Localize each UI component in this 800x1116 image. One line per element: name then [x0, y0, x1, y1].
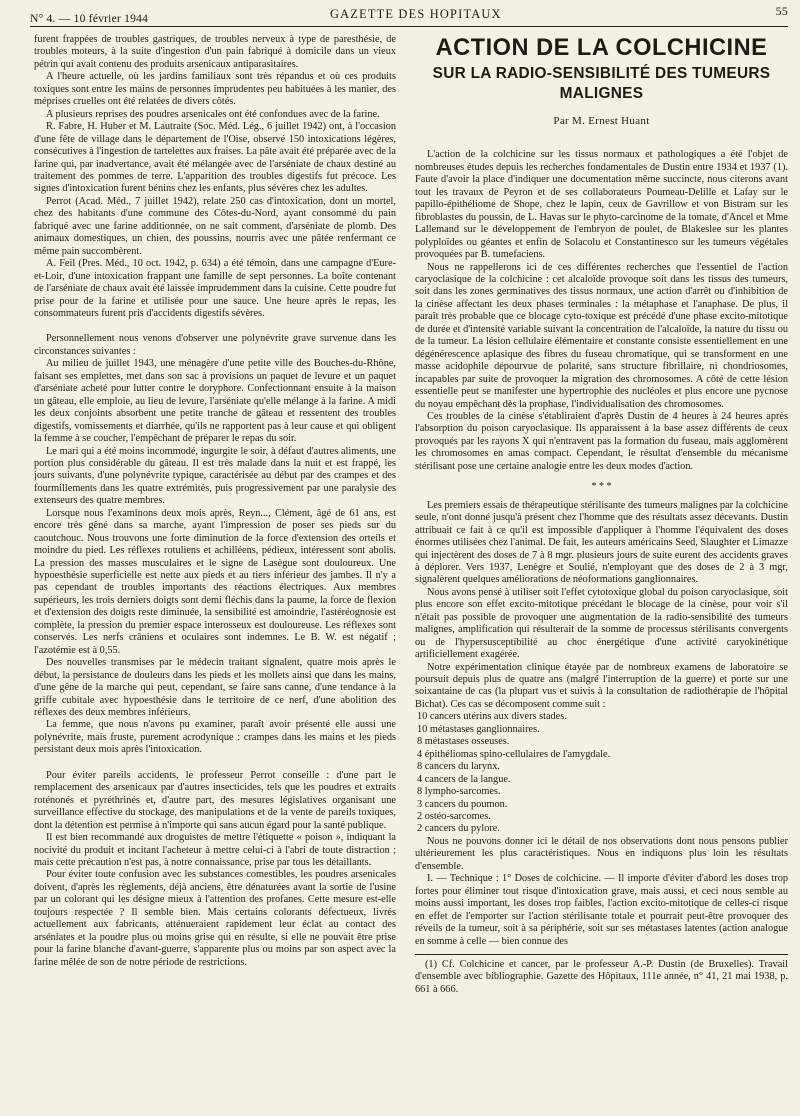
- list-item: 4 cancers de la langue.: [417, 773, 511, 785]
- list-item: 2 ostéo-sarcomes.: [417, 811, 491, 823]
- paragraph: Perrot (Acad. Méd., 7 juillet 1942), relate 250 cas d'intoxication, dont un mortel, chez des habitants d'une commune des Côtes-du-Nord, ayant consommé du pain fabriqué avec une farine additionnée, on ne sait comment, d'arséniate de plomb. Des animaux domestiques, un chien, des poussins, nourris avec une pâtée renfermant ce même pain succombèrent.: [34, 195, 396, 257]
- list-item: 8 lympho-sarcomes.: [417, 786, 501, 798]
- asterism-separator: * * *: [591, 481, 612, 493]
- paragraph: Les premiers essais de thérapeutique stérilisante des tumeurs malignes par la colchicine seule, n'ont donné jusqu'à présent chez l'homme que des résultats assez décevants. Dustin attribuait ce fait à ce qu'il est impossible d'appliquer à l'homme l'équivalent des doses énormes utilisées chez l'animal. De fait, les auteurs américains Seed, Slaughter et Limazze qui injectèrent des doses de 7 à 8 mgr. plusieurs jours de suite eurent des accidents graves à déplorer. Vers 1937, Lenègre et Soulié, n'employant que des doses de 2 à 3 mgr, signalèrent quelques améliorations de néoformations ganglionnaires.: [415, 499, 788, 586]
- list-item: 8 métastases osseuses.: [417, 736, 510, 748]
- paragraph: Nous ne pouvons donner ici le détail de nos observations dont nous pensons publier ultérieurement les plus caractéristiques. Nous en indiquons plus loin les résultats d'ensemble.: [415, 835, 788, 872]
- right-column: [415, 34, 788, 1108]
- paragraph: Ces troubles de la cinèse s'établiraient d'après Dustin de 4 heures à 24 heures après l'absorption du poison caryoclasique. Ils apparaissent à la base assez différents de ceux provoqués par les rayons X qui n'entravent pas la formation du fuseau, mais agglomèrent les chromosomes en amas compact. Cependant, le résultat d'ensemble du mécanisme stérilisant pose une certaine analogie entre les deux modes d'action.: [415, 410, 788, 472]
- paragraph: Au milieu de juillet 1943, une ménagère d'une petite ville des Bouches-du-Rhône, faisant ses emplettes, met dans son sac à provisions un paquet de levure et un paquet d'arséniate acheté pour lutter contre le doryphore. Confectionnant ensuite à la maison un gâteau, elle emploie, au lieu de levure, l'arséniate qu'elle mélange à la farine. A midi les deux conjoints absorbent une petite tranche de gâteau et ressentent des troubles digestifs, vomissements et diarrhée, qu'ils ne rapportent pas à leur cause et qui obligent la femme à se coucher, l'empêchant de préparer le repas du soir.: [34, 358, 396, 445]
- paragraph: Pour éviter pareils accidents, le professeur Perrot conseille : d'une part le remplacement des arsenicaux par d'autres insecticides, tels que les poudres et extraits roténonés et pyréthrinés et, d'autre part, des mesures législatives organisant une surveillance effective du stockage, des manipulations et de la vente de pareils toxiques, dont la détention est permise à n'importe qui sans aucun égard pour la santé publique.: [34, 769, 396, 831]
- paragraph: Lorsque nous l'examinons deux mois après, Reyn..., Clément, âgé de 61 ans, est encore très gêné dans sa marche, ayant l'impression de poser ses pieds sur du caoutchouc. Nous trouvons une forte diminution de la force d'extension des orteils et moindre du pied. Les réflexes rotuliens et achilléens, pédieux, intéressent sont abolis. La pression des masses musculaires et le signe de Lasègue sont douloureux. Une hypoesthésie superficielle est nette aux pieds et au tiers inférieur des jambes. Il n'y a pas cependant de troubles importants des réactions électriques. Aux membres supérieurs, les trois derniers doigts sont demi fléchis dans la paume, la force de flexion et d'extension des doigts reste diminuée, la sensibilité est amoindrie, l'astéréognosie est complète, la pression du premier espace interosseux est douloureuse. Les réflexes sont conservés. Les nerfs crâniens et oculaires sont indemnes. Le B. W. est négatif ; l'azotémie est à 0,55.: [34, 507, 396, 656]
- issue-date: N° 4. — 10 février 1944: [30, 12, 149, 25]
- paragraph: L'action de la colchicine sur les tissus normaux et pathologiques a été l'objet de nombreuses études depuis les recherches fondamentales de Dustin entre 1934 et 1937 (1). Faute d'avoir la place d'indiquer une documentation même succincte, nous citerons avant tout les travaux de Peyron et de ses collaborateurs Poumeau-Delille et Lafay sur le papillo-épithéliome de Shope, chez le lapin, ceux de Gavrillow et von Bistram sur les fibroblastes du poussin, de L. Havas sur le phyto-carcinome de la tomate, d'Ancel et Mme Lallemand sur le développement de l'embryon de poulet, de Blakeslee sur les plantes polyploïdes ou géantes et enfin de Solacolu et Constantinesco sur les tumeurs végétales provoquées par B. tumefaciens.: [415, 149, 788, 261]
- paragraph: Nous ne rappellerons ici de ces différentes recherches que l'essentiel de l'action caryoclasique de la colchicine : cet alcaloïde provoque soit dans les tissus des tumeurs, soit dans les zones germinatives des tissus normaux, une action d'arrêt ou d'inhibition de la cinèse affectant les deux phases terminales : la métaphase et l'anaphase. De plus, il paraît très probable que ce blocage cyto-toxique est précédé d'une phase excito-mitotique de durée et d'intensité variable suivant la concentration de l'alcaloïde, la nature du tissu ou de la tumeur. La lésion cellulaire élémentaire et constante consiste essentiellement en une dégénérescence aplasique des fibres du fuseau chromatique, qui se transforment en une masse acidophile dépourvue de polarité, sans structure fibrillaire, ni chondriosomes, incapables par suite de provoquer la migration des chromosomes. A côté de cette lésion essentielle peut se manifester une hypertrophie des nucléoles et plus encore une pycnose du noyau empêchant dès la prophase, l'individualisation des chromosomes.: [415, 261, 788, 410]
- paragraph: Personnellement nous venons d'observer une polynévrite grave survenue dans les circonstances suivantes :: [34, 333, 396, 357]
- paragraph: Le mari qui a été moins incommodé, ingurgite le soir, à défaut d'autres aliments, une portion plus considérable du gâteau. Il est très malade dans la nuit et est frappé, les jours suivants, d'une polynévrite typique, caractérisée au début par des crampes et des fourmillements dans les quatre extrémités, puis progressivement par une paralysie des extenseurs des quatre membres.: [34, 445, 396, 507]
- footnote: [415, 954, 788, 996]
- paragraph: A l'heure actuelle, où les jardins familiaux sont très répandus et où ces produits toxiques sont entre les mains de personnes imprudentes peu habituées à les manier, des méprises cruelles ont été relatées de divers côtés.: [34, 71, 396, 108]
- paragraph: Il est bien recommandé aux droguistes de mettre l'étiquette « poison », indiquant la nocivité du produit et incitant l'acheteur à mettre celui-ci à l'abri de toute distraction ; mais cette précaution n'est pas, à notre connaissance, prise par tous les détaillants.: [34, 832, 396, 868]
- paragraph: Pour éviter toute confusion avec les substances comestibles, les poudres arsenicales doivent, d'après les règlements, déjà anciens, être dénaturées avant la sortie de l'usine par un colorant qui les désigne mieux à l'attention des profanes. Cette mesure est-elle toujours respectée ? Il semble bien. Mais certains colorants défectueux, livrés actuellement aux fabricants, atténueraient rapidement leur éclat au contact des arséniates et la poudre plus ou moins grise qui en résulte, si elle ne pouvait être prise pour la farine blanche d'avant-guerre, s'apparente plus ou moins par son aspect avec la farine mêlée de son de notre période de restrictions.: [34, 869, 396, 968]
- paragraph: Des nouvelles transmises par le médecin traitant signalent, quatre mois après le début, la persistance de douleurs dans les pieds et les mollets ainsi que dans les mains, d'une gêne de la marche qui peut, cependant, se faire sans canne, d'une tendance à la griffe cubitale avec hypoesthésie dans le territoire de ce nerf, d'une abolition des réflexes des deux membres inférieurs.: [34, 657, 396, 719]
- running-head: [30, 4, 788, 28]
- list-item: 3 cancers du poumon.: [417, 798, 508, 810]
- paragraph: I. — Technique : 1° Doses de colchicine. — Il importe d'éviter d'abord les doses trop fortes pour éliminer tout risque d'intoxication grave, mais aussi, et ceci nous semble au moins aussi important, les doses trop faibles, l'action excito-mitotique de celles-ci risque en effet de l'emporter sur l'action stérilisante totale et pourrait peut-être provoquer des réveils de la tumeur, soit à sa périphérie, soit sur ses métastases latentes (action analogue en somme à celle — bien connue des: [415, 873, 788, 947]
- left-column: [34, 34, 396, 1108]
- article-subtitle: SUR LA RADIO-SENSIBILITÉ DES TUMEURS MALIGNES: [432, 65, 771, 102]
- list-item: 4 épithéliomas spino-cellulaires de l'amygdale.: [417, 748, 611, 760]
- paragraph: A. Feil (Pres. Méd., 10 oct. 1942, p. 634) a été témoin, dans une campagne d'Eure-et-Loir, d'une intoxication frappant une famille de sept personnes. La boîte contenant de l'arséniate de chaux avait été laissée imprudemment dans la cuisine. Cette poudre fut prise pour de la farine et utilisée pour une sauce. Une heure après le repas, les consommateurs furent pris d'accidents digestifs sévères.: [34, 258, 396, 319]
- list-item: 8 cancers du larynx.: [417, 761, 500, 773]
- paragraph: Notre expérimentation clinique étayée par de nombreux examens de laboratoire se poursuit depuis plus de quatre ans (malgré l'interruption de la guerre) et porte sur une soixantaine de cas (la plupart vus et suivis à la consultation de radiothérapie de l'hôpital Bichat). Ces cas se décomposent comme suit :: [415, 661, 788, 710]
- paragraph: A plusieurs reprises des poudres arsenicales ont été confondues avec de la farine.: [46, 108, 380, 120]
- paragraph: R. Fabre, H. Huber et M. Lautraite (Soc. Méd. Lég., 6 juillet 1942) ont, à l'occasion d'une fête de village dans le département de l'Oise, observé 150 intoxications légères, consécutives à l'ingestion de tartelettes aux fraises. La pâte avait été préparée avec de la farine qui, par inadvertance, avait été mélangée avec de l'arséniate de chaux destiné au traitement des pommes de terre. L'apparition des troubles digestifs fut précoce. Les signes d'intoxication furent bénins chez les enfants, plus sévères chez les adultes.: [34, 121, 396, 195]
- paragraph: La femme, que nous n'avons pu examiner, paraît avoir présenté elle aussi une polynévrite, mais fruste, purement acrodynique : crampes dans les mains et les pieds persistant deux mois après l'intoxication.: [34, 719, 396, 756]
- journal-title: GAZETTE DES HOPITAUX: [330, 7, 502, 21]
- page-number: 55: [775, 4, 788, 18]
- paragraph: furent frappées de troubles gastriques, de troubles nerveux à type de paresthésie, de troubles moteurs, à la suite d'ingestion d'un pain fabriqué à domicile dans un vieux pétrin qui avait contenu des produits arsenicaux antiparasitaires.: [34, 34, 396, 70]
- case-list: [417, 711, 788, 836]
- article-author: Par M. Ernest Huant: [553, 115, 650, 127]
- list-item: 2 cancers du pylore.: [417, 823, 500, 835]
- list-item: 10 métastases ganglionnaires.: [417, 723, 540, 735]
- header-rule: [30, 26, 788, 27]
- article-title: ACTION DE LA COLCHICINE: [435, 35, 768, 61]
- footnote-text: (1) Cf. Colchicine et cancer, par le professeur A.-P. Dustin (de Bruxelles). Travail d'ensemble avec bibliographie. Gazette des Hôpitaux, 111e année, n° 41, 21 mai 1938, p. 661 à 666.: [415, 959, 788, 995]
- list-item: 10 cancers utérins aux divers stades.: [417, 711, 567, 723]
- paragraph: Nous avons pensé à utiliser soit l'effet cytotoxique global du poison caryoclasique, soit plus encore son effet excito-mitotique précédant le blocage de la cinèse, pour voir s'il n'était pas possible de provoquer une augmentation de la radio-sensibilité des tumeurs malignes, amplification qui résulterait de la somme de processus stérilisants convergents ou de l'hypersusceptibilité au choc énergétique d'une activité caryokinétique artificiellement exagérée.: [415, 586, 788, 661]
